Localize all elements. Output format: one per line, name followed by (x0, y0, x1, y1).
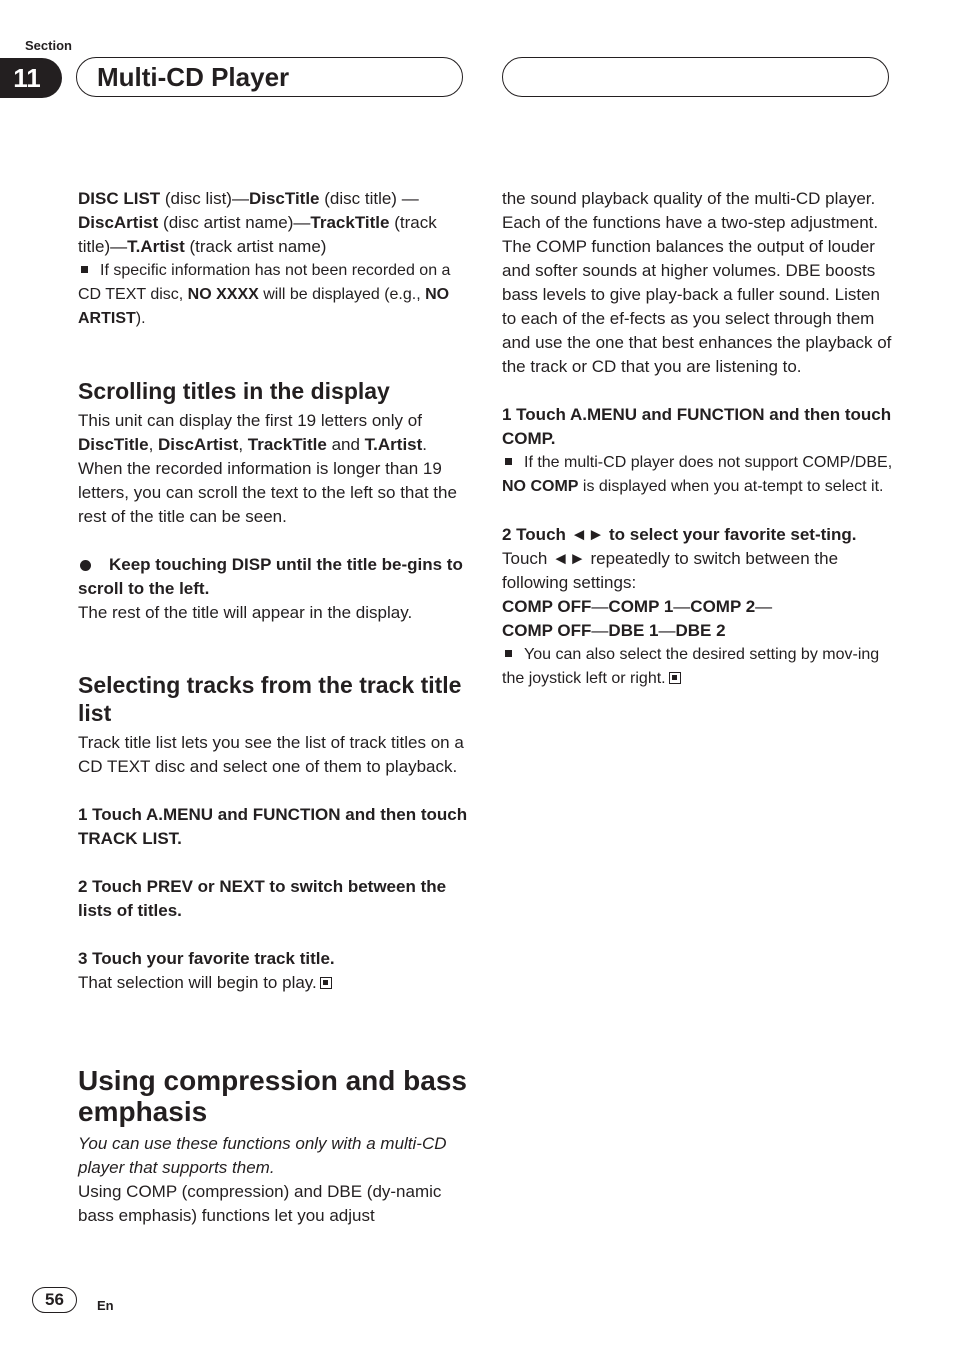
heading-scrolling: Scrolling titles in the display (78, 378, 390, 404)
bold-term: T.Artist (364, 435, 423, 454)
settings-sequence (502, 595, 894, 643)
text: and (326, 435, 365, 454)
bold-term: TrackTitle (247, 435, 327, 454)
comp-step-1: 1 Touch A.MENU and FUNCTION and then touch COMP. (502, 405, 892, 448)
text: , (148, 435, 159, 454)
note-text: will be displayed (e.g., (258, 286, 426, 303)
setting-item: DBE 2 (675, 621, 726, 640)
note-no-comp (502, 451, 894, 499)
heading-compression: Using compression and bass emphasis (78, 1065, 467, 1127)
heading-selecting: Selecting tracks from the track title list (78, 672, 462, 726)
end-mark-icon (320, 977, 332, 989)
note-bold: NO COMP (502, 478, 579, 495)
scrolling-paragraph (78, 409, 470, 529)
track-title-term: TrackTitle (310, 213, 390, 232)
disc-list-desc: (disc list)— (160, 189, 249, 208)
selecting-step-3-result (78, 971, 470, 995)
setting-dash: — (658, 621, 676, 640)
note-text: If specific information has not been recorded on a CD TEXT disc, (78, 262, 451, 303)
note-text: If the multi-CD player does not support COMP/DBE, (524, 454, 893, 471)
comp-step-2-text: Touch ◄► repeatedly to switch between the following settings: (502, 549, 839, 592)
note-square-icon (505, 458, 512, 465)
end-mark-icon (669, 672, 681, 684)
left-column (78, 187, 470, 1228)
setting-item: COMP OFF (502, 621, 592, 640)
disc-title-desc: (disc title) — (319, 189, 419, 208)
disc-artist-desc: (disc artist name)— (158, 213, 311, 232)
language-label: En (97, 1298, 114, 1313)
disc-list-sequence (78, 187, 470, 259)
note-bold: NO XXXX (187, 286, 259, 303)
note-joystick (502, 643, 894, 691)
text: That selection will begin to play. (78, 973, 317, 992)
header-empty-box (502, 57, 889, 97)
disc-title-term: DiscTitle (248, 189, 320, 208)
selecting-step-1: 1 Touch A.MENU and FUNCTION and then touch TRACK LIST. (78, 805, 468, 848)
compression-text: Using COMP (compression) and DBE (dy-namic bass emphasis) functions let you adjust (78, 1182, 442, 1225)
note-text: is displayed when you at-tempt to select it. (578, 478, 884, 495)
bullet-step-result: The rest of the title will appear in the display. (78, 603, 413, 622)
text: This unit can display the first 19 letters only of (78, 411, 422, 430)
compression-continued: the sound playback quality of the multi-CD player. Each of the functions have a two-step adjustment. The COMP function balances the output of louder and softer sounds at higher volumes. DBE boosts bass levels to give play-back a fuller sound. Listen to each of the ef-fects as you select through them and use the one that best enhances the playback of the track or CD that you are listening to. (502, 189, 892, 376)
section-label: Section (25, 38, 72, 53)
selecting-intro: Track title list lets you see the list of track titles on a CD TEXT disc and select one of them to playback. (78, 733, 464, 776)
step-text: Keep touching DISP until the title be-gins to scroll to the left. (78, 555, 463, 598)
page-title: Multi-CD Player (76, 57, 463, 97)
bullet-step (78, 553, 470, 601)
disc-list-term: DISC LIST (78, 189, 161, 208)
comp-step-2: 2 Touch ◄► to select your favorite set-ting. (502, 525, 857, 544)
page-number: 56 (32, 1287, 77, 1313)
setting-dash: — (673, 597, 691, 616)
note-square-icon (81, 266, 88, 273)
bullet-dot-icon (80, 560, 91, 571)
setting-item: COMP 1 (608, 597, 674, 616)
text: , (238, 435, 248, 454)
right-column (502, 187, 894, 691)
disc-artist-term: DiscArtist (78, 213, 159, 232)
section-number-tab: 11 (0, 58, 62, 98)
setting-dash: — (755, 597, 773, 616)
setting-item: COMP OFF (502, 597, 592, 616)
note-text: ). (135, 310, 146, 327)
track-artist-desc: (track artist name) (184, 237, 327, 256)
note-no-text (78, 259, 470, 331)
setting-item: DBE 1 (608, 621, 659, 640)
setting-dash: — (591, 621, 609, 640)
setting-dash: — (591, 597, 609, 616)
text: . When the recorded information is longer than 19 letters, you can scroll the text to the left so that the rest of the title can be seen. (78, 435, 457, 526)
compression-italic-note: You can use these functions only with a multi-CD player that supports them. (78, 1134, 447, 1177)
bold-term: DiscArtist (158, 435, 239, 454)
note-bold: NO ARTIST (78, 286, 450, 327)
selecting-step-2: 2 Touch PREV or NEXT to switch between the lists of titles. (78, 877, 447, 920)
bold-term: DiscTitle (78, 435, 149, 454)
track-artist-term: T.Artist (127, 237, 185, 256)
setting-item: COMP 2 (690, 597, 756, 616)
note-square-icon (505, 650, 512, 657)
note-text: You can also select the desired setting by mov-ing the joystick left or right. (502, 646, 880, 687)
selecting-step-3: 3 Touch your favorite track title. (78, 949, 335, 968)
track-title-desc: (track title)— (78, 213, 437, 256)
